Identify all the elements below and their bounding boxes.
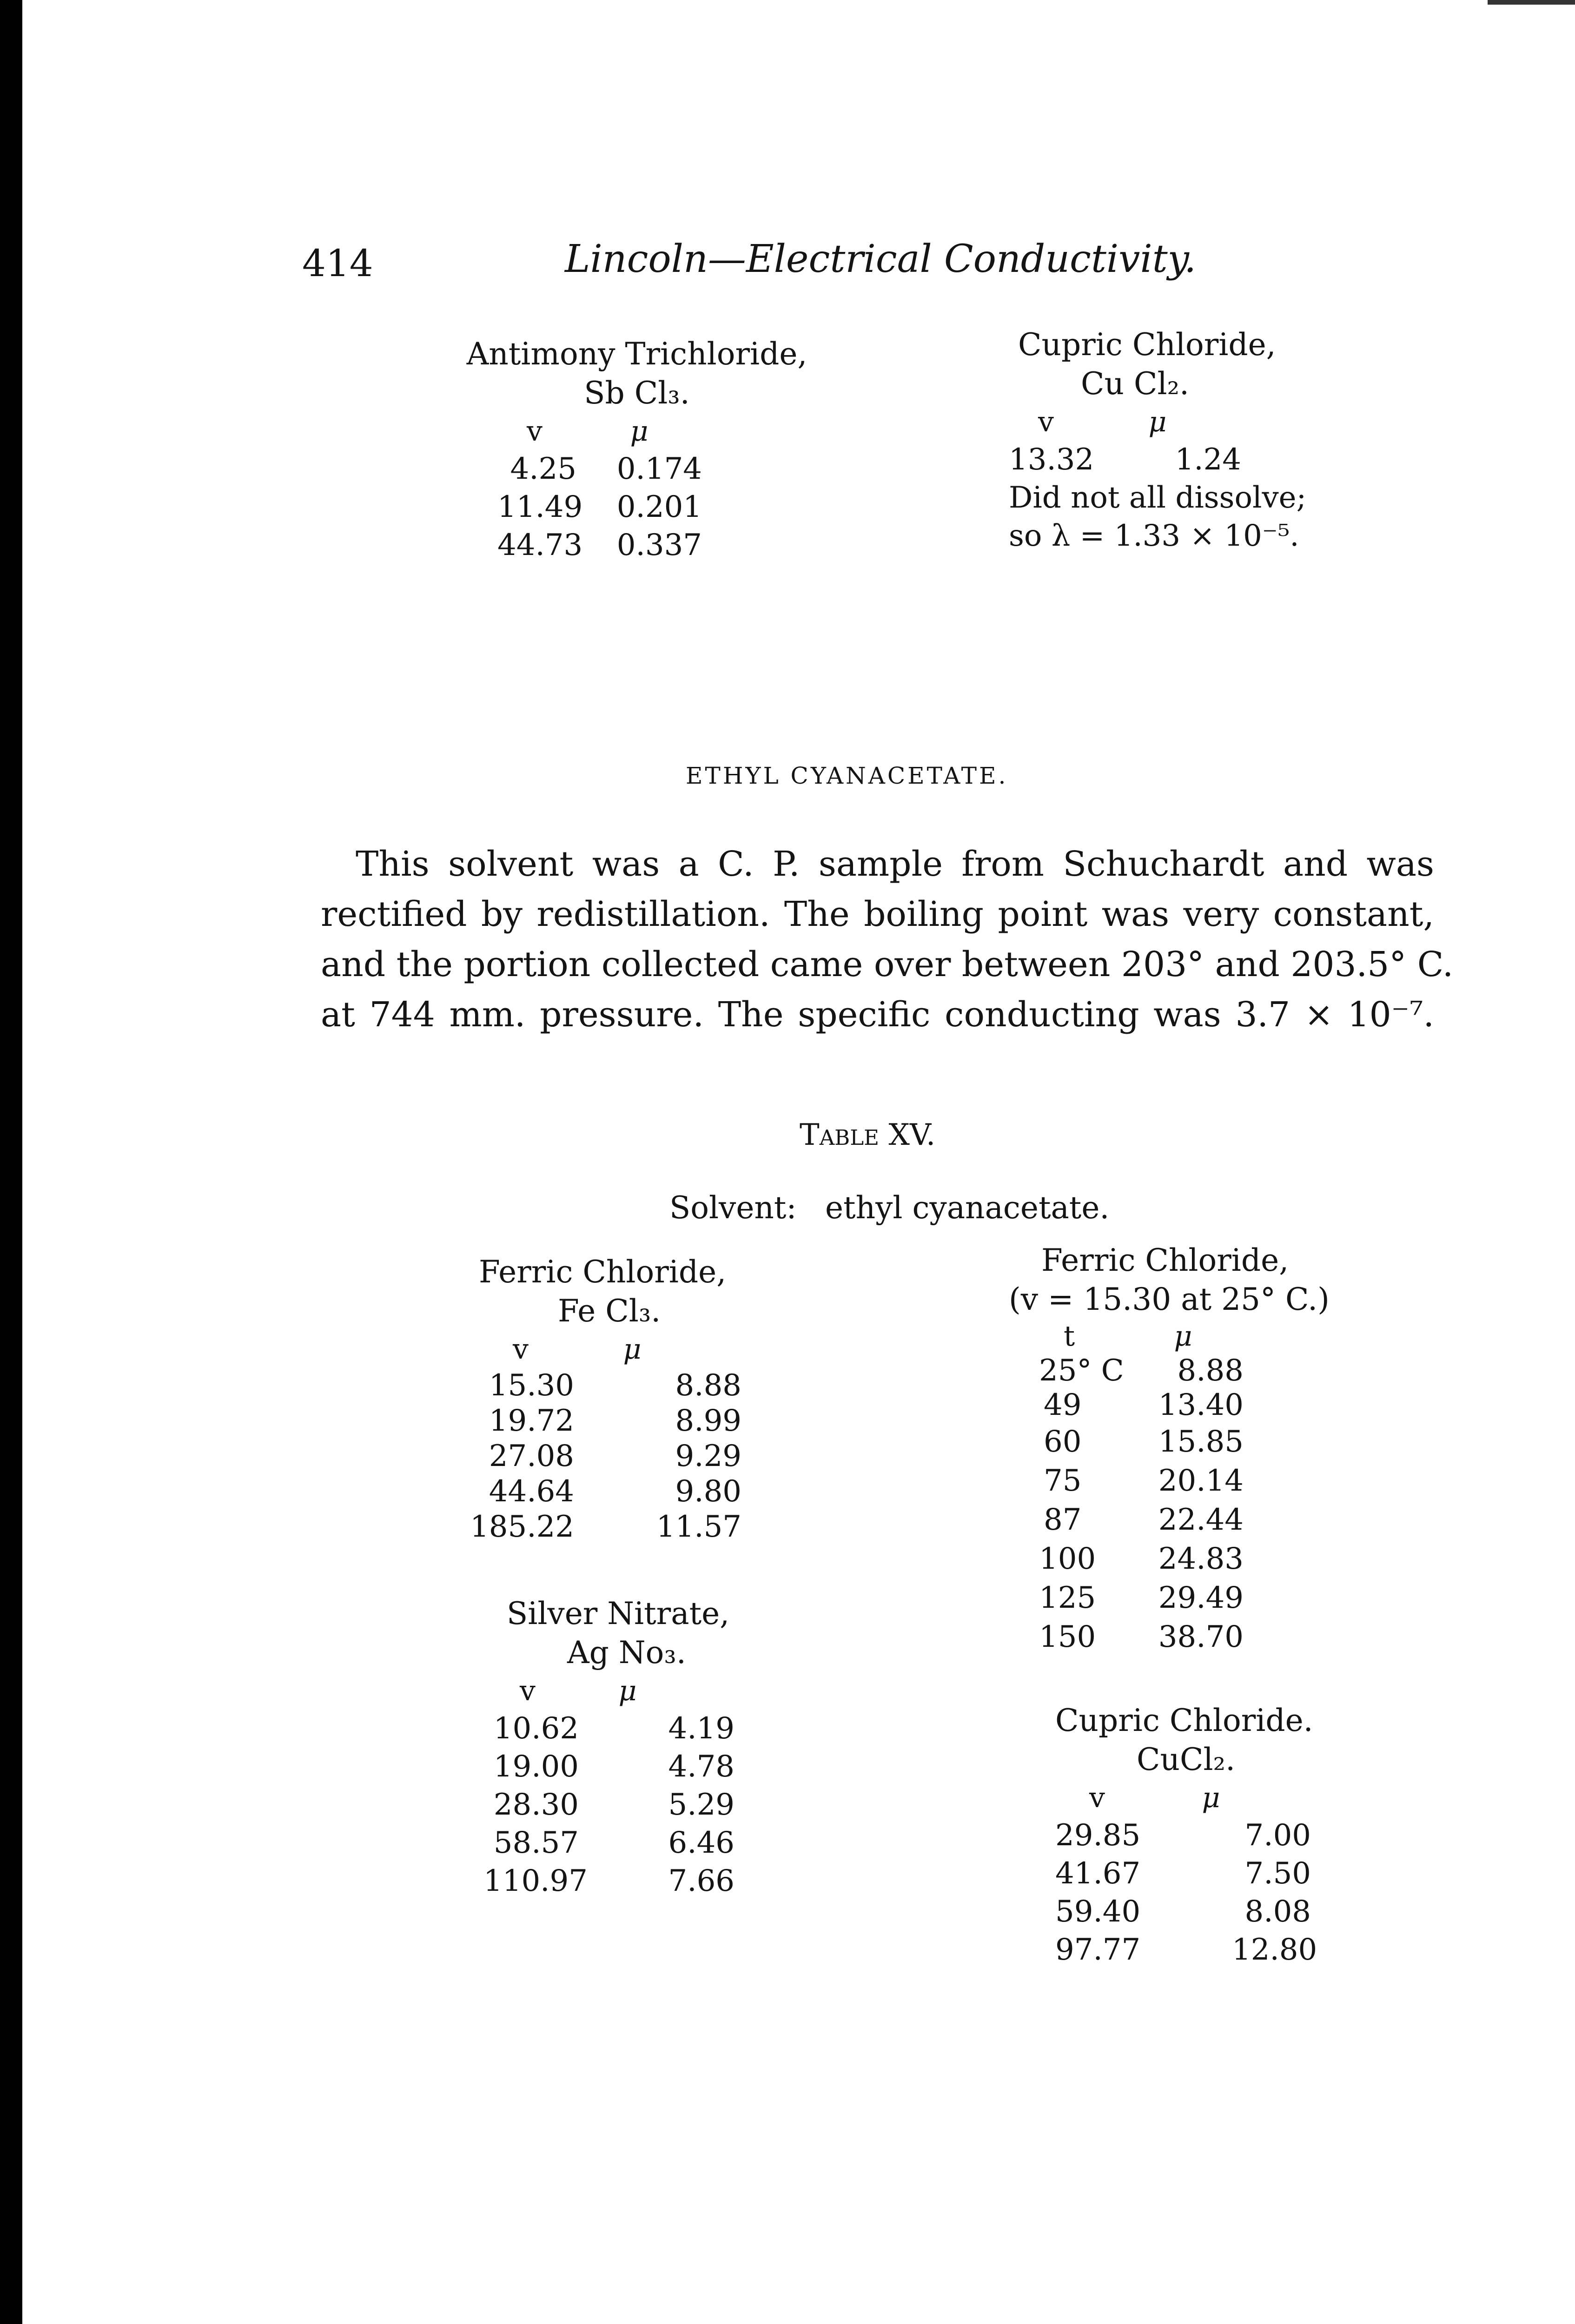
cell-v: 19.72: [489, 1404, 574, 1438]
cell-mu: 5.29: [668, 1788, 735, 1822]
ferric-chloride-table: [470, 1253, 795, 1545]
table-row: [470, 1509, 795, 1545]
cell-v: 41.67: [1055, 1856, 1141, 1891]
cell-t: 60: [1044, 1425, 1082, 1459]
cell-mu: 12.80: [1232, 1933, 1317, 1967]
cell-v: 28.30: [493, 1788, 579, 1822]
column-header-v: v: [1038, 406, 1054, 438]
cell-mu: 13.40: [1158, 1388, 1244, 1422]
table-row: [1041, 1893, 1395, 1931]
cell-mu: 8.88: [675, 1368, 741, 1403]
table-row: [483, 1862, 809, 1900]
cell-v: 19.00: [493, 1750, 579, 1784]
cell-v: 97.77: [1055, 1933, 1141, 1967]
table-row: [990, 1353, 1371, 1388]
cell-v: 44.73: [497, 528, 583, 562]
cell-mu: 11.57: [656, 1510, 741, 1544]
table-row: [1041, 1855, 1395, 1893]
table-row: [990, 1618, 1371, 1657]
table-row: [483, 1786, 809, 1824]
table-row: [990, 1539, 1371, 1578]
cell-mu: 0.174: [616, 452, 702, 486]
table-title: Ferric Chloride,: [479, 1254, 727, 1290]
cell-v: 11.49: [497, 490, 583, 524]
table-row: [1041, 1816, 1395, 1855]
table-formula: Sb Cl₃.: [584, 375, 690, 411]
table-subtitle: (v = 15.30 at 25° C.): [1009, 1281, 1330, 1317]
table-row: [990, 1422, 1371, 1461]
cell-v: 4.25: [510, 452, 576, 486]
cell-v: 13.32: [1009, 442, 1094, 477]
cell-mu: 4.19: [668, 1711, 735, 1746]
table-row: [446, 450, 827, 488]
column-header-mu: μ: [1148, 406, 1167, 438]
table-row: [1009, 441, 1427, 479]
cell-t: 87: [1044, 1503, 1082, 1537]
table-title: Antimony Trichloride,: [466, 336, 807, 372]
cell-v: 59.40: [1055, 1895, 1141, 1929]
cell-mu: 6.46: [668, 1826, 735, 1860]
cell-mu: 7.00: [1244, 1818, 1311, 1853]
table-title: Silver Nitrate,: [507, 1596, 730, 1631]
cell-mu: 8.08: [1244, 1895, 1311, 1929]
table-row: [990, 1500, 1371, 1539]
silver-nitrate-table: [483, 1594, 809, 1900]
table-heading: Table XV.: [800, 1118, 936, 1152]
cell-v: 10.62: [493, 1711, 579, 1746]
cell-mu: 7.66: [668, 1864, 735, 1898]
column-header-v: v: [1089, 1782, 1105, 1814]
paragraph-line: at 744 mm. pressure. The specific conducting was 3.7 × 10⁻⁷.: [321, 995, 1434, 1035]
table-title: Cupric Chloride,: [1018, 327, 1276, 363]
cell-t: 125: [1039, 1581, 1096, 1615]
cell-t: 75: [1044, 1464, 1082, 1498]
cell-v: 29.85: [1055, 1818, 1141, 1853]
table-row: [470, 1474, 795, 1509]
cell-mu: 9.29: [675, 1439, 741, 1473]
cell-v: 15.30: [489, 1368, 574, 1403]
paragraph-line: This solvent was a C. P. sample from Schuchardt and was: [356, 844, 1434, 884]
section-heading: ETHYL CYANACETATE.: [686, 762, 1008, 789]
table-row: [483, 1710, 809, 1748]
cell-mu: 20.14: [1158, 1464, 1244, 1498]
solvent-label: Solvent:: [669, 1190, 797, 1226]
table-row: [470, 1368, 795, 1403]
note-line: so λ = 1.33 × 10⁻⁵.: [1009, 519, 1299, 553]
scan-border-left: [0, 0, 22, 2324]
cell-mu: 8.88: [1177, 1353, 1244, 1388]
antimony-trichloride-table: [446, 335, 827, 564]
cell-mu: 8.99: [675, 1404, 741, 1438]
cell-mu: 29.49: [1158, 1581, 1244, 1615]
table-row: [1041, 1931, 1395, 1969]
cell-t: 100: [1039, 1542, 1096, 1576]
cell-mu: 0.337: [616, 528, 702, 562]
cell-v: 110.97: [483, 1864, 588, 1898]
column-header-mu: μ: [1202, 1782, 1220, 1814]
table-row: [446, 488, 827, 526]
cell-t: 49: [1044, 1388, 1082, 1422]
table-row: [483, 1824, 809, 1862]
column-header-v: v: [527, 415, 543, 448]
cell-v: 44.64: [489, 1474, 574, 1509]
cupric-chloride-table-2: [1041, 1701, 1395, 1969]
table-title: Ferric Chloride,: [1041, 1242, 1289, 1278]
cell-t: 25° C: [1039, 1353, 1124, 1388]
paragraph-line: rectified by redistillation. The boiling point was very constant,: [321, 894, 1434, 934]
cell-v: 58.57: [493, 1826, 579, 1860]
table-row: [446, 526, 827, 564]
column-header-mu: μ: [618, 1675, 637, 1707]
table-formula: Ag No₃.: [567, 1635, 686, 1670]
column-header-t: t: [1063, 1320, 1075, 1353]
cell-t: 150: [1039, 1620, 1096, 1654]
cell-mu: 38.70: [1158, 1620, 1244, 1654]
table-formula: Fe Cl₃.: [558, 1293, 661, 1329]
table-row: [990, 1388, 1371, 1422]
cell-mu: 7.50: [1244, 1856, 1311, 1891]
cell-v: 185.22: [470, 1510, 574, 1544]
scan-border-top: [1488, 0, 1575, 5]
ferric-chloride-temperature-table: [990, 1241, 1371, 1657]
cell-mu: 4.78: [668, 1750, 735, 1784]
body-paragraph: [321, 839, 1454, 1040]
column-header-mu: μ: [623, 1333, 642, 1366]
table-row: [470, 1403, 795, 1439]
table-formula: Cu Cl₂.: [1081, 366, 1190, 402]
column-header-mu: μ: [1174, 1320, 1192, 1353]
column-header-v: v: [513, 1333, 529, 1366]
running-title: Lincoln—Electrical Conductivity.: [565, 237, 1197, 281]
page-number: 414: [302, 242, 373, 285]
cell-mu: 9.80: [675, 1474, 741, 1509]
cell-mu: 22.44: [1158, 1503, 1244, 1537]
cell-mu: 1.24: [1175, 442, 1241, 477]
cell-mu: 15.85: [1158, 1425, 1244, 1459]
paragraph-line: and the portion collected came over between 203° and 203.5° C.: [321, 944, 1454, 984]
table-title: Cupric Chloride.: [1055, 1703, 1313, 1738]
cupric-chloride-table: [1009, 325, 1427, 555]
cell-mu: 0.201: [616, 490, 702, 524]
table-row: [483, 1748, 809, 1786]
table-row: [470, 1439, 795, 1474]
note-line: Did not all dissolve;: [1009, 481, 1307, 515]
cell-mu: 24.83: [1158, 1542, 1244, 1576]
solvent-value: ethyl cyanacetate.: [825, 1190, 1110, 1226]
table-formula: CuCl₂.: [1137, 1742, 1236, 1777]
table-row: [990, 1461, 1371, 1500]
cell-v: 27.08: [489, 1439, 574, 1473]
column-header-v: v: [520, 1675, 536, 1707]
table-row: [990, 1578, 1371, 1618]
column-header-mu: μ: [630, 415, 649, 448]
